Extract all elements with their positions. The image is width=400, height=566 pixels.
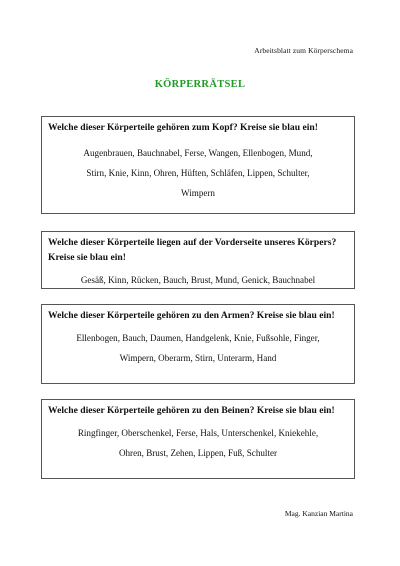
task-box-head <box>41 116 355 214</box>
task-box-legs <box>41 399 355 479</box>
answer-line: Stirn, Knie, Kinn, Ohren, Hüften, Schläfen, Lippen, Schulter, <box>86 168 310 178</box>
task-question: Welche dieser Körperteile gehören zu den Armen? Kreise sie blau ein! <box>48 310 335 321</box>
task-answer-options <box>48 324 348 368</box>
answer-line: Wimpern <box>181 188 215 198</box>
answer-line: Ellenbogen, Bauch, Daumen, Handgelenk, Knie, Fußsohle, Finger, <box>76 333 320 343</box>
answer-line: Gesäß, Kinn, Rücken, Bauch, Brust, Mund, Genick, Bauchnabel <box>80 275 316 285</box>
task-question: Welche dieser Körperteile liegen auf der Vorderseite unseres Körpers? Kreise sie blau ein! <box>48 237 337 263</box>
worksheet-header-note: Arbeitsblatt zum Körperschema <box>254 46 353 55</box>
answer-line: Wimpern, Oberarm, Stirn, Unterarm, Hand <box>119 353 277 363</box>
task-question: Welche dieser Körperteile gehören zum Kopf? Kreise sie blau ein! <box>48 122 318 133</box>
answer-line: Ohren, Brust, Zehen, Lippen, Fuß, Schulter <box>118 448 278 458</box>
author-footer: Mag. Kanzian Martina <box>284 509 353 518</box>
task-question: Welche dieser Körperteile gehören zu den Beinen? Kreise sie blau ein! <box>48 405 335 416</box>
task-answer-options <box>48 266 348 290</box>
task-box-front <box>41 231 355 289</box>
task-answer-options <box>48 136 348 203</box>
task-answer-options <box>48 419 348 463</box>
worksheet-title: KÖRPERRÄTSEL <box>154 79 246 90</box>
answer-line: Ringfinger, Oberschenkel, Ferse, Hals, Unterschenkel, Kniekehle, <box>77 428 319 438</box>
answer-line: Augenbrauen, Bauchnabel, Ferse, Wangen, Ellenbogen, Mund, <box>83 148 313 158</box>
task-box-arms <box>41 304 355 384</box>
